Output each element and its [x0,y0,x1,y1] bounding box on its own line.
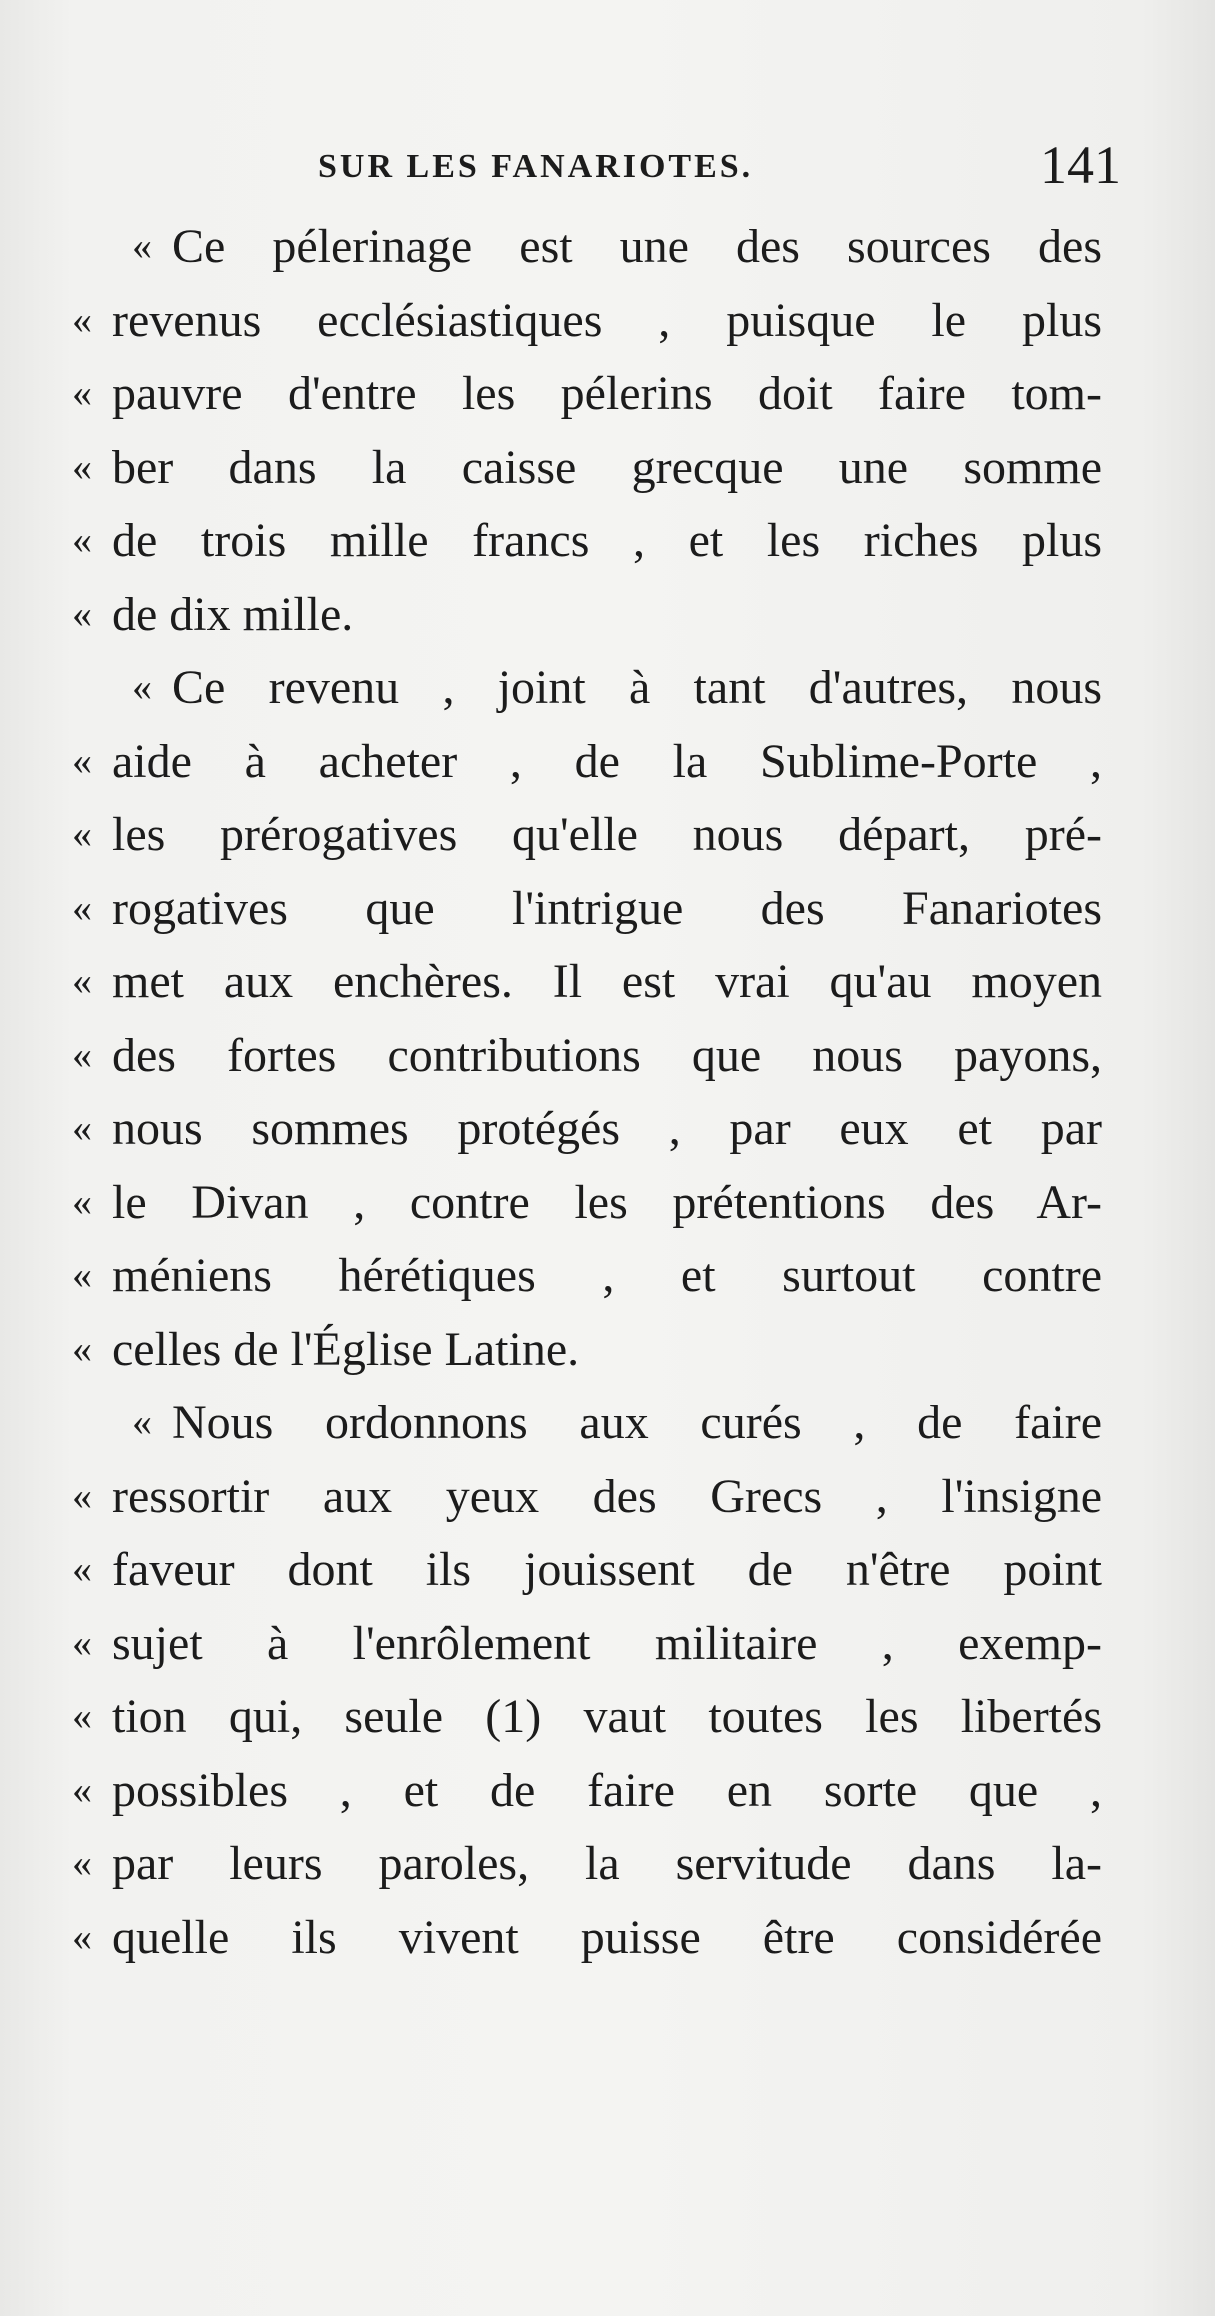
quote-mark: « [72,1105,92,1150]
text-line [0,1388,1215,1462]
text-line [0,727,1215,801]
text-line [0,212,1215,286]
quote-mark: « [72,1546,92,1591]
quote-mark: « [72,1178,92,1224]
line-text: le Divan , contre les prétentions des Ar- [112,1175,1102,1229]
quote-mark: « [72,1693,92,1738]
running-title: SUR LES FANARIOTES. [318,148,754,185]
text-line [0,1829,1215,1903]
line-text: rogatives que l'intrigue des Fanariotes [112,881,1102,935]
quote-mark: « [72,1840,92,1885]
quote-mark: « [72,1766,92,1812]
quote-mark: « [72,1619,92,1665]
text-line [0,1682,1215,1756]
text-line [0,359,1215,433]
text-line [0,1094,1215,1168]
line-text: Ce revenu , joint à tant d'autres, nous [172,661,1102,714]
body-text [0,212,1215,1976]
text-line [0,1315,1215,1389]
line-text: ber dans la caisse grecque une somme [112,440,1102,494]
line-text: quelle ils vivent puisse être considérée [112,1910,1102,1964]
line-text: ressortir aux yeux des Grecs , l'insigne [112,1469,1102,1523]
line-text: par leurs paroles, la servitude dans la- [112,1837,1102,1890]
text-line [0,1241,1215,1315]
text-line [0,1609,1215,1683]
line-text: Ce pélerinage est une des sources des [172,220,1102,273]
text-line [0,506,1215,580]
line-text: nous sommes protégés , par eux et par [112,1102,1102,1155]
quote-mark: « [72,517,92,562]
quote-mark: « [72,443,92,489]
text-line [0,433,1215,507]
text-line [0,1021,1215,1095]
line-text: possibles , et de faire en sorte que , [112,1763,1102,1817]
quote-mark: « [72,884,92,930]
line-text: sujet à l'enrôlement militaire , exemp- [112,1616,1102,1670]
text-line [0,1462,1215,1536]
line-text: met aux enchères. Il est vrai qu'au moyen [112,955,1102,1008]
text-line [0,800,1215,874]
text-line [0,1535,1215,1609]
quote-mark: « [72,811,92,856]
line-text: aide à acheter , de la Sublime-Porte , [112,734,1102,788]
line-text: méniens hérétiques , et surtout contre [112,1249,1102,1302]
line-text: celles de l'Église Latine. [112,1322,580,1376]
line-text: les prérogatives qu'elle nous départ, pré- [112,808,1102,861]
quote-mark: « [72,1325,92,1371]
quote-mark: « [132,664,152,709]
text-line [0,653,1215,727]
quote-mark: « [72,1913,92,1959]
text-line [0,1756,1215,1830]
quote-mark: « [72,1472,92,1518]
line-text: des fortes contributions que nous payons, [112,1028,1102,1082]
text-line [0,874,1215,948]
line-text: pauvre d'entre les pélerins doit faire tom- [112,367,1102,420]
quote-mark: « [72,370,92,415]
quote-mark: « [72,1252,92,1297]
quote-mark: « [132,1399,152,1444]
line-text: tion qui, seule (1) vaut toutes les libertés [112,1690,1102,1743]
quote-mark: « [72,737,92,783]
quote-mark: « [72,1031,92,1077]
line-text: faveur dont ils jouissent de n'être point [112,1543,1102,1596]
quote-mark: « [72,590,92,636]
line-text: de trois mille francs , et les riches plus [112,514,1102,567]
text-line [0,1903,1215,1977]
running-head [0,135,1215,198]
text-line [0,947,1215,1021]
text-line [0,1168,1215,1242]
quote-mark: « [72,296,92,342]
text-line [0,286,1215,360]
quote-mark: « [72,958,92,1003]
page-number: 141 [1040,135,1121,195]
line-text: revenus ecclésiastiques , puisque le plus [112,293,1102,347]
line-text: de dix mille. [112,587,354,641]
text-line [0,580,1215,654]
quote-mark: « [132,223,152,268]
line-text: Nous ordonnons aux curés , de faire [172,1396,1102,1449]
